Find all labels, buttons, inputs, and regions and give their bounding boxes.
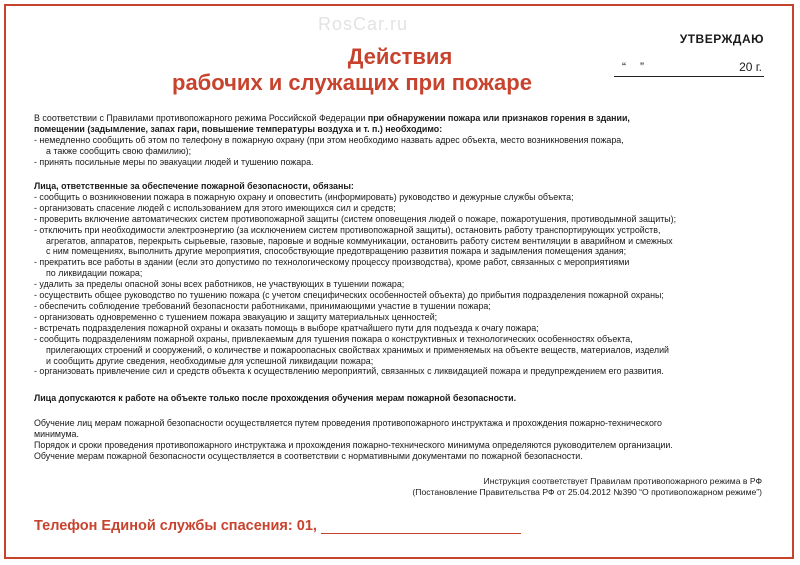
list-item: - сообщить о возникновении пожара в пожарную охрану и оповестить (информировать) руководство и дежурные службы объекта; (34, 191, 574, 202)
list-item: - отключить при необходимости электроэнергию (за исключением систем противопожарной защиты), остановить работу транспортирующих устройств, (34, 224, 661, 235)
title-line-2: рабочих и служащих при пожаре (172, 70, 532, 95)
list-item: прилегающих строений и сооружений, о количестве и пожароопасных свойствах хранимых и применяемых на объекте веществ, материалов, изделий (46, 344, 669, 355)
date-close-quote: ” (640, 60, 644, 74)
regulation-note-line-1: Инструкция соответствует Правилам противопожарного режима в РФ (483, 476, 762, 486)
paragraph-line: минимума. (34, 428, 79, 439)
section-heading: Лица, ответственные за обеспечение пожарной безопасности, обязаны: (34, 181, 354, 191)
list-item: - организовать привлечение сил и средств объекта к осуществлению мероприятий, связанных с ликвидацией пожара и предупреждением его развития. (34, 366, 664, 377)
paragraph-line: Обучение мерам пожарной безопасности осуществляется в соответствии с нормативными документами по пожарной безопасности. (34, 450, 583, 461)
title-line-1: Действия (347, 44, 453, 69)
list-item: - встречать подразделения пожарной охраны и оказать помощь в выборе кратчайшего пути для подъезда к очагу пожара; (34, 322, 539, 333)
intro-line-1 (34, 113, 770, 124)
list-item: - осуществить общее руководство по тушению пожара (с учетом специфических особенностей объекта) до прибытия подразделения пожарной охраны; (34, 290, 664, 301)
regulation-note-line-2: (Постановление Правительства РФ от 25.04.2012 №390 “О противопожарном режиме”) (412, 486, 762, 497)
emergency-phone-label: Телефон Единой службы спасения: 01, (34, 518, 317, 534)
watermark: RosCar.ru (318, 14, 409, 34)
list-item: - немедленно сообщить об этом по телефону в пожарную охрану (при этом необходимо назвать адрес объекта, место возникновения пожара, (34, 134, 624, 145)
emergency-phone (34, 518, 521, 534)
regulation-note (412, 476, 762, 497)
list-item: - сообщить подразделениям пожарной охраны, привлекаемым для тушения пожара о конструктивных и технологических особенностях объекта, (34, 333, 633, 344)
list-item: по ликвидации пожара; (46, 268, 143, 279)
list-item: - прекратить все работы в здании (если это допустимо по технологическому процессу производства), кроме работ, связанных с мероприятиями (34, 257, 630, 268)
list-item: - организовать одновременно с тушением пожара эвакуацию и защиту материальных ценностей; (34, 311, 438, 322)
list-item: - удалить за пределы опасной зоны всех работников, не участвующих в тушении пожара; (34, 279, 405, 290)
list-item: с ним помещениях, выполнить другие мероприятия, способствующие предотвращению развития пожара и задымления помещения здания; (46, 246, 627, 257)
list-item: - проверить включение автоматических систем противопожарной защиты (систем оповещения людей о пожаре, пожаротушения, противодымной защиты); (34, 213, 677, 224)
date-year: 20 г. (739, 60, 762, 74)
phone-blank-line (321, 519, 521, 534)
list-item: а также сообщить свою фамилию); (46, 145, 192, 156)
list-item: - принять посильные меры по эвакуации людей и тушению пожара. (34, 156, 314, 167)
list-item: - организовать спасение людей с использованием для этого имеющихся сил и средств; (34, 202, 396, 213)
list-item: агрегатов, аппаратов, перекрыть сырьевые, газовые, паровые и водные коммуникации, остановить работу систем вентиляции в аварийном и смежных (46, 235, 673, 246)
date-open-quote: “ (622, 60, 626, 74)
list-item: - обеспечить соблюдение требований безопасности работниками, принимающими участие в тушении пожара; (34, 300, 491, 311)
paragraph-line: Порядок и сроки проведения противопожарного инструктажа и прохождения пожарно-технического минимума определяются руководителем организации. (34, 439, 673, 450)
section-fire-detection (34, 113, 770, 168)
intro-bold-text: при обнаружении пожара или признаков горения в здании, (367, 113, 630, 123)
section-training-details (34, 418, 770, 462)
section-training-requirement: Лица допускаются к работе на объекте только после прохождения обучения мерам пожарной безопасности. (34, 393, 517, 403)
section-responsible-duties (34, 181, 770, 377)
intro-text: В соответствии с Правилами противопожарного режима Российской Федерации (34, 113, 368, 123)
approval-label: УТВЕРЖДАЮ (679, 32, 764, 46)
list-item: и сообщить другие сведения, необходимые для успешной ликвидации пожара; (46, 355, 374, 366)
intro-line-2: помещении (задымление, запах гари, повышение температуры воздуха и т. п.) необходимо: (34, 123, 443, 134)
paragraph-line: Обучение лиц мерам пожарной безопасности осуществляется путем проведения противопожарного инструктажа и прохождения пожарно-технического (34, 418, 662, 428)
